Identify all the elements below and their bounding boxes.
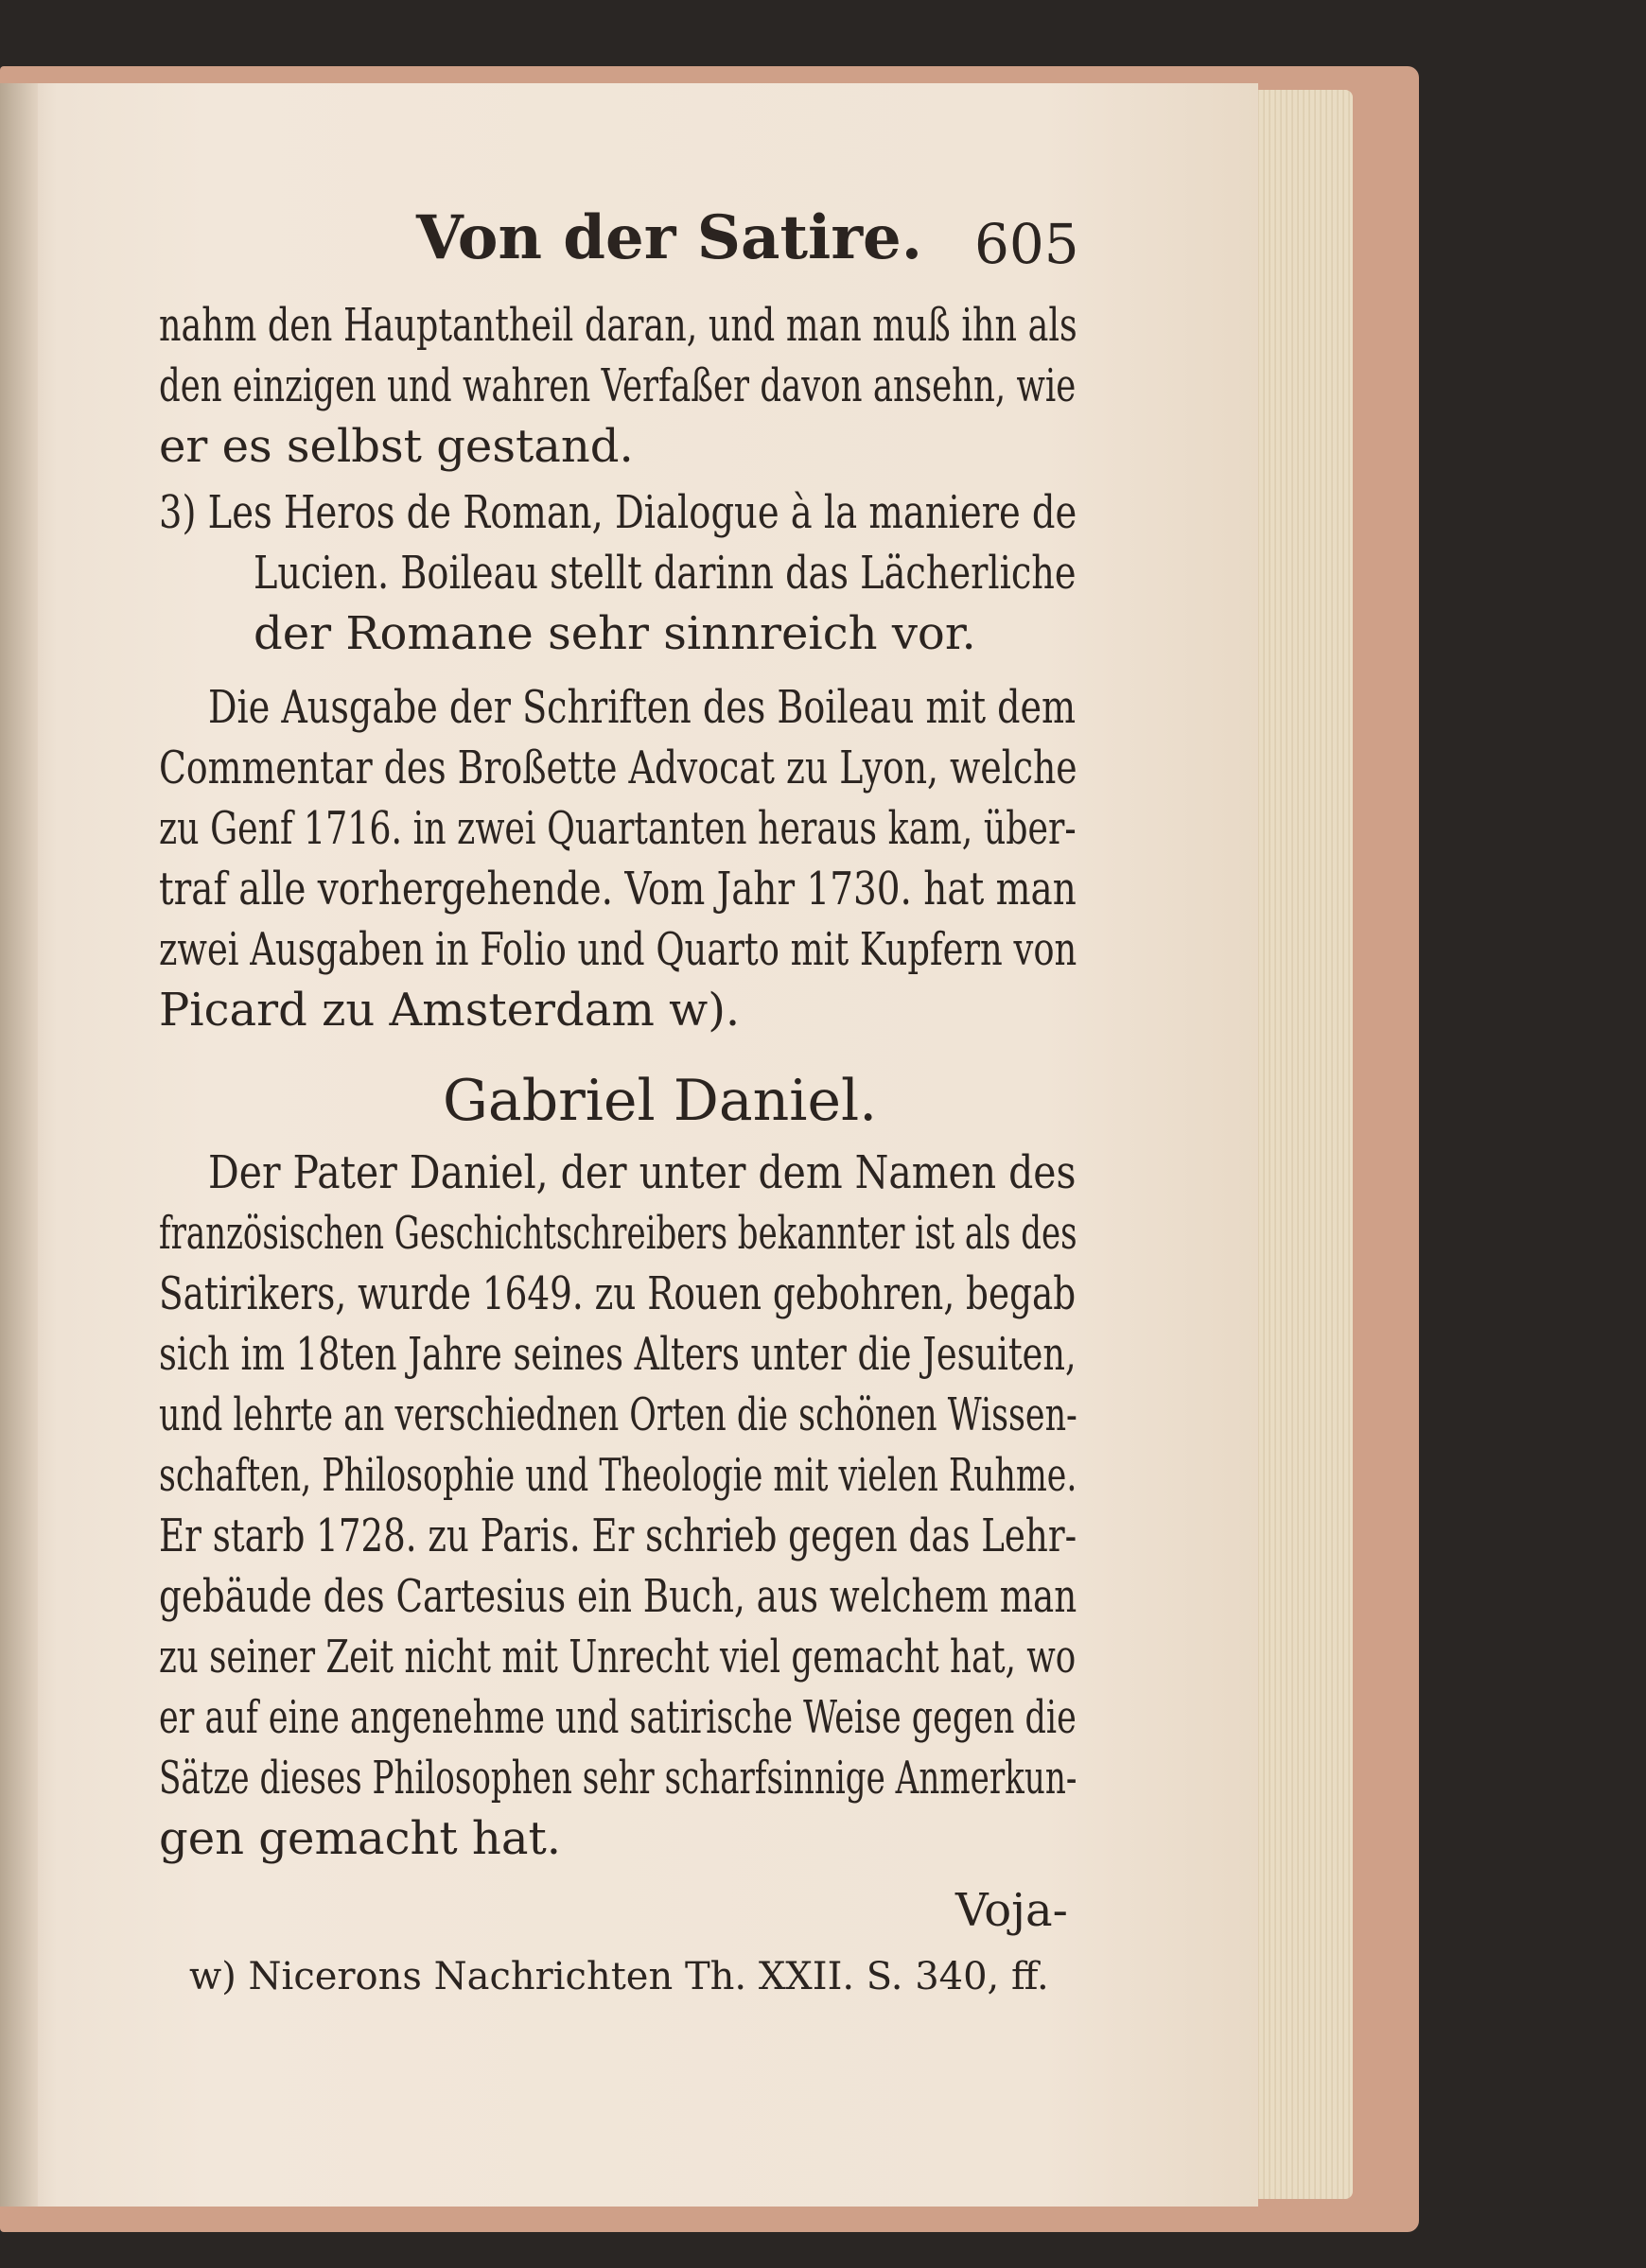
text-line: Die Ausgabe der Schriften des Boileau mit dem [208,681,1077,734]
text-line: französischen Geschichtschreibers bekannter ist als des [159,1207,1077,1260]
text-line: und lehrte an verschiednen Orten die schönen Wissen- [159,1388,1077,1441]
text-line: zu seiner Zeit nicht mit Unrecht viel gemacht hat, wo [159,1631,1077,1684]
text-line: sich im 18ten Jahre seines Alters unter die Jesuiten, [159,1328,1077,1381]
text-line: Satirikers, wurde 1649. zu Rouen gebohren, begab [159,1267,1077,1320]
list-item-line: Lucien. Boileau stellt darinn das Lächerliche [254,547,1077,600]
text-line: Commentar des Broßette Advocat zu Lyon, welche [159,741,1077,794]
page-number: 605 [974,212,1079,276]
text-line: den einzigen und wahren Verfaßer davon ansehn, wie [159,359,1077,412]
text-line: Der Pater Daniel, der unter dem Namen des [208,1146,1077,1199]
running-title: Von der Satire. [416,202,923,273]
text-line: gen gemacht hat. [159,1812,561,1865]
text-line: Sätze dieses Philosophen sehr scharfsinnige Anmerkun- [159,1752,1077,1805]
footnote: w) Nicerons Nachrichten Th. XXII. S. 340, ff. [189,1955,1049,1998]
text-line: er es selbst gestand. [159,420,634,473]
catchword: Voja- [955,1884,1068,1937]
text-line: er auf eine angenehme und satirische Weise gegen die [159,1691,1077,1744]
page-gutter [0,83,38,2207]
text-line: Er starb 1728. zu Paris. Er schrieb gegen das Lehr- [159,1509,1077,1562]
text-line: schaften, Philosophie und Theologie mit vielen Ruhme. [159,1449,1077,1502]
text-line: zwei Ausgaben in Folio und Quarto mit Kupfern von [159,923,1077,976]
text-line: zu Genf 1716. in zwei Quartanten heraus kam, über- [159,802,1077,855]
list-item-line: 3) Les Heros de Roman, Dialogue à la maniere de [159,486,1077,539]
text-line: nahm den Hauptantheil daran, und man muß ihn als [159,299,1077,352]
text-line: traf alle vorhergehende. Vom Jahr 1730. hat man [159,863,1077,916]
text-line: gebäude des Cartesius ein Buch, aus welchem man [159,1570,1077,1623]
list-item-line: der Romane sehr sinnreich vor. [254,607,976,660]
text-line: Picard zu Amsterdam w). [159,984,741,1037]
section-heading: Gabriel Daniel. [443,1068,878,1134]
